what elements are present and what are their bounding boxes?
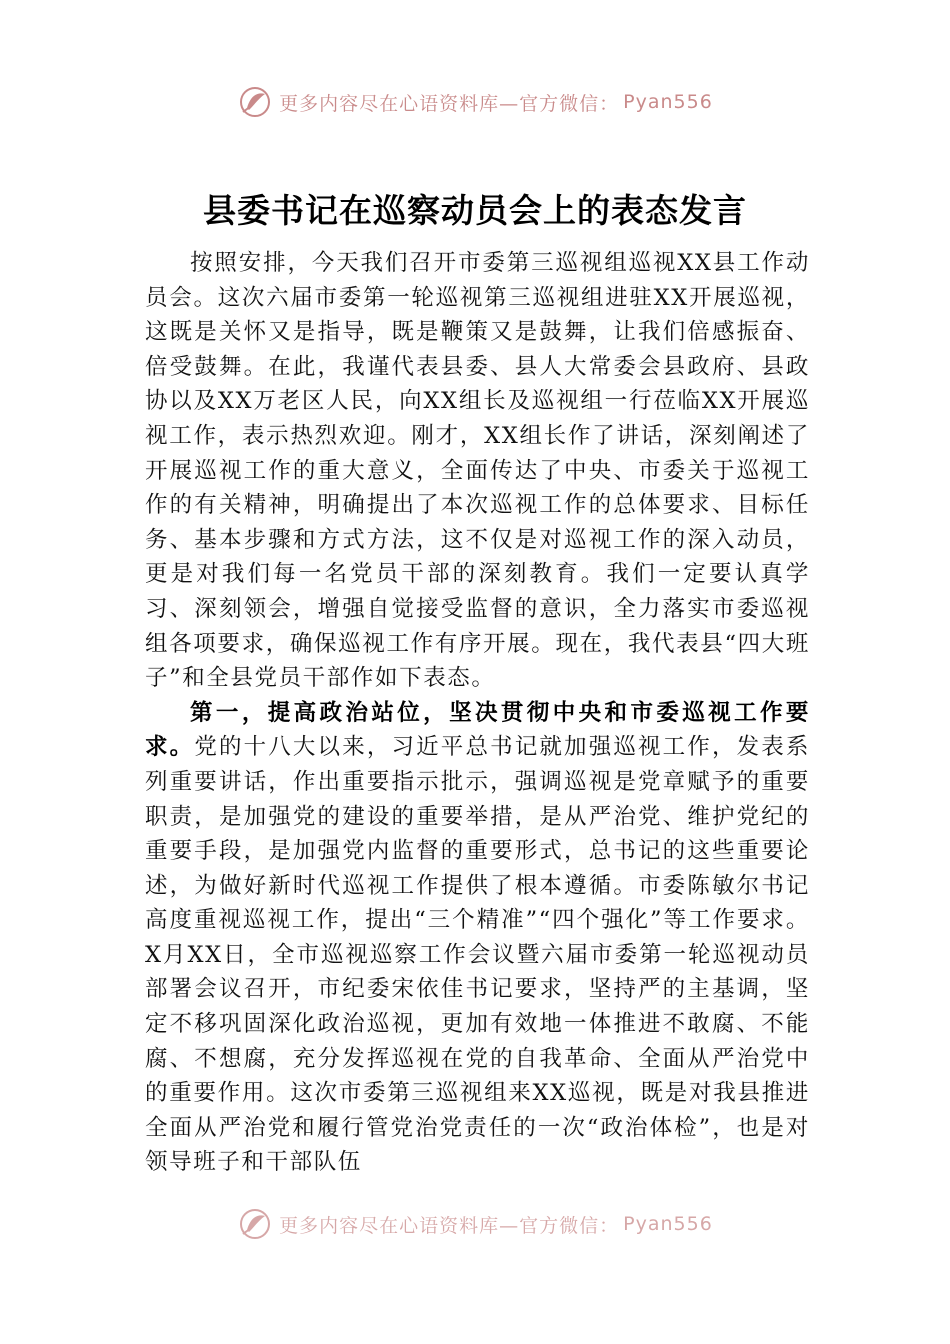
document-body [145,246,810,1180]
watermark-footer [0,1204,950,1244]
paragraph-first-point-lead: 第一，提高政治站位，坚决贯彻中央和市委巡视工作要求。 [145,699,810,761]
watermark-logo-icon [237,1206,273,1242]
paragraph-intro: 按照安排，今天我们召开市委第三巡视组巡视XX县工作动员会。这次六届市委第一轮巡视第三巡视组进驻XX开展巡视，这既是关怀又是指导，既是鞭策又是鼓舞，让我们倍感振奋、倍受鼓舞。在此，我谨代表县委、县人大常委会县政府、县政协以及XX万老区人民，向XX组长及巡视组一行莅临XX开展巡视工作，表示热烈欢迎。刚才，XX组长作了讲话，深刻阐述了开展巡视工作的重大意义，全面传达了中央、市委关于巡视工作的有关精神，明确提出了本次巡视工作的总体要求、目标任务、基本步骤和方式方法，这不仅是对巡视工作的深入动员，更是对我们每一名党员干部的深刻教育。我们一定要认真学习、深刻领会，增强自觉接受监督的意识，全力落实市委巡视组各项要求，确保巡视工作有序开展。现在，我代表县“四大班子”和全县党员干部作如下表态。 [145,250,810,692]
watermark-header [0,82,950,122]
watermark-text: 更多内容尽在心语资料库—官方微信： [279,1214,620,1237]
watermark-text: 更多内容尽在心语资料库—官方微信： [279,92,620,115]
watermark-wechat-id: Pyan556 [623,1213,713,1235]
watermark-logo-icon [237,84,273,120]
paragraph-first-point [145,696,810,1180]
document-title: 县委书记在巡察动员会上的表态发言 [203,191,747,230]
paragraph-first-point-body: 党的十八大以来，习近平总书记就加强巡视工作，发表系列重要讲话，作出重要指示批示，强调巡视是党章赋予的重要职责，是加强党的建设的重要举措，是从严治党、维护党纪的重要手段，是加强党内监督的重要形式，总书记的这些重要论述，为做好新时代巡视工作提供了根本遵循。市委陈敏尔书记高度重视巡视工作，提出“三个精准”“四个强化”等工作要求。X月XX日，全市巡视巡察工作会议暨六届市委第一轮巡视动员部署会议召开，市纪委宋依佳书记要求，坚持严的主基调，坚定不移巩固深化政治巡视，更加有效地一体推进不敢腐、不能腐、不想腐，充分发挥巡视在党的自我革命、全面从严治党中的重要作用。这次市委第三巡视组来XX巡视，既是对我县推进全面从严治党和履行管党治党责任的一次“政治体检”，也是对领导班子和干部队伍 [145,734,810,1176]
watermark-wechat-id: Pyan556 [623,91,713,113]
